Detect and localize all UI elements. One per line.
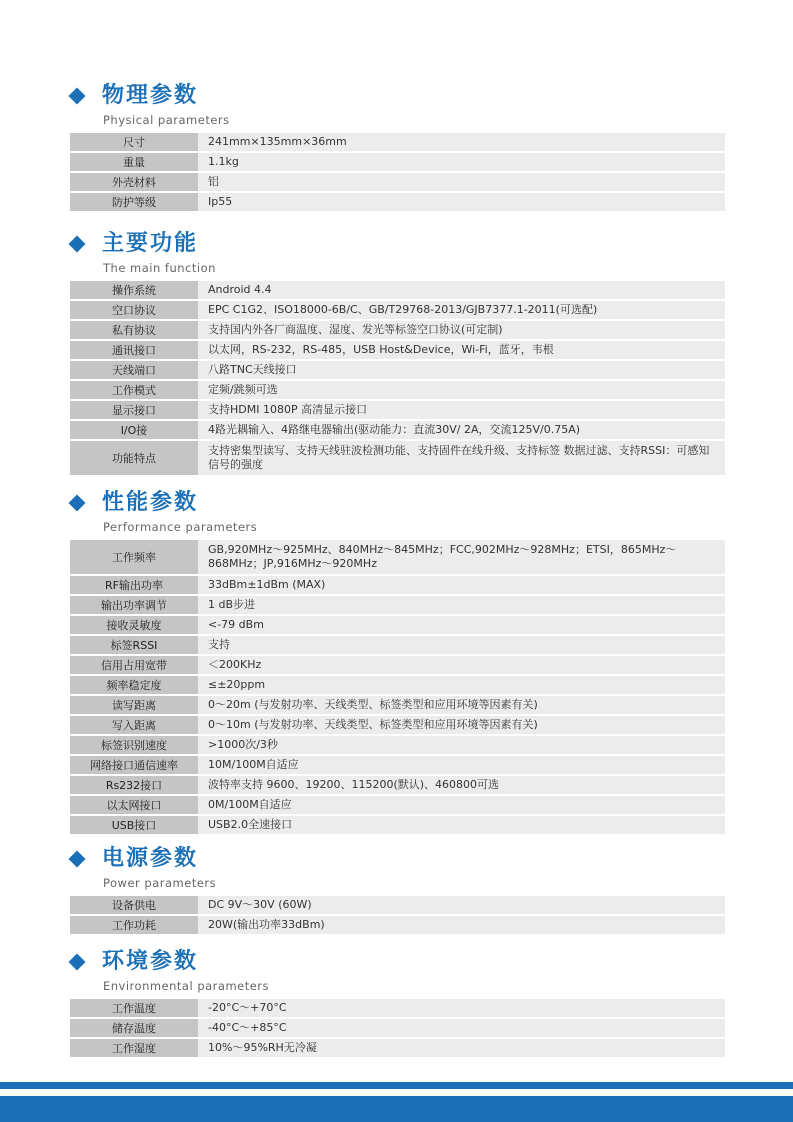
section-power: [0, 844, 793, 932]
row-label: 工作湿度: [70, 1039, 198, 1057]
table-row: [70, 361, 725, 379]
row-label: 私有协议: [70, 321, 198, 339]
row-value: 0～20m (与发射功率、天线类型、标签类型和应用环境等因素有关): [208, 698, 538, 711]
row-value: 1 dB步进: [208, 598, 256, 611]
table-row: [70, 636, 725, 654]
row-value: 10M/100M自适应: [208, 758, 299, 771]
section-title: 性能参数: [102, 490, 199, 515]
section-function: [0, 229, 793, 471]
table-row: [70, 896, 725, 914]
row-label: RF输出功率: [70, 576, 198, 594]
row-value: 0M/100M自适应: [208, 798, 292, 811]
row-label: 读写距离: [70, 696, 198, 714]
section-physical: [0, 81, 793, 209]
table-row: [70, 421, 725, 439]
diamond-bullet-icon: [69, 495, 86, 512]
table-row: [70, 341, 725, 359]
section-subtitle: Physical parameters: [103, 113, 230, 127]
row-label: 写入距离: [70, 716, 198, 734]
table-row: [70, 540, 725, 574]
row-label: 外壳材料: [70, 173, 198, 191]
row-label: 储存温度: [70, 1019, 198, 1037]
table-row: [70, 173, 725, 191]
diamond-bullet-icon: [69, 236, 86, 253]
table-row: [70, 321, 725, 339]
row-value: 1.1kg: [208, 155, 239, 168]
section-title: 环境参数: [102, 949, 199, 974]
table-row: [70, 193, 725, 211]
row-label: 重量: [70, 153, 198, 171]
section-subtitle: Performance parameters: [103, 520, 258, 534]
row-value: Ip55: [208, 195, 233, 208]
section-title: 主要功能: [102, 231, 199, 256]
section-performance: [0, 488, 793, 832]
table-row: [70, 999, 725, 1017]
section-header: [0, 229, 793, 277]
table-row: [70, 796, 725, 814]
row-label: 操作系统: [70, 281, 198, 299]
row-label: 通讯接口: [70, 341, 198, 359]
row-label: 以太网接口: [70, 796, 198, 814]
section-environment: [0, 947, 793, 1055]
row-value: 支持: [208, 638, 230, 651]
table-row: [70, 656, 725, 674]
row-value: -20°C～+70°C: [208, 1001, 287, 1014]
row-label: 频率稳定度: [70, 676, 198, 694]
table-row: [70, 916, 725, 934]
diamond-bullet-icon: [69, 954, 86, 971]
row-value: 支持HDMI 1080P 高清显示接口: [208, 403, 368, 416]
row-value: ≤±20ppm: [208, 678, 266, 691]
row-label: 功能特点: [70, 441, 198, 475]
row-value: 以太网，RS-232，RS-485，USB Host&Device，Wi-Fi，蓝牙，韦根: [208, 343, 554, 356]
section-title: 物理参数: [102, 83, 199, 108]
row-value: -40°C～+85°C: [208, 1021, 287, 1034]
section-subtitle: The main function: [103, 261, 216, 275]
section-subtitle: Power parameters: [103, 876, 217, 890]
row-value: 波特率支持 9600、19200、115200(默认)、460800可选: [208, 778, 500, 791]
section-header: [0, 488, 793, 536]
row-label: 设备供电: [70, 896, 198, 914]
table-row: [70, 1019, 725, 1037]
environment-table: [70, 999, 725, 1057]
section-header: [0, 947, 793, 995]
row-value: 20W(输出功率33dBm): [208, 918, 325, 931]
table-row: [70, 736, 725, 754]
section-header: [0, 81, 793, 129]
performance-table: [70, 540, 725, 834]
row-label: 天线端口: [70, 361, 198, 379]
row-label: 显示接口: [70, 401, 198, 419]
row-value: 铝: [208, 175, 219, 188]
physical-table: [70, 133, 725, 211]
row-value: 定频/跳频可选: [208, 383, 278, 396]
table-row: [70, 441, 725, 475]
table-row: [70, 816, 725, 834]
row-label: 工作模式: [70, 381, 198, 399]
row-value: 0～10m (与发射功率、天线类型、标签类型和应用环境等因素有关): [208, 718, 538, 731]
table-row: [70, 1039, 725, 1057]
footer-stripe: [0, 1082, 793, 1089]
table-row: [70, 133, 725, 151]
table-row: [70, 381, 725, 399]
diamond-bullet-icon: [69, 88, 86, 105]
row-value: 支持密集型读写、支持天线驻波检测功能、支持固件在线升级、支持标签 数据过滤、支持RSSI：可感知信号的强度: [208, 444, 710, 471]
table-row: [70, 281, 725, 299]
diamond-bullet-icon: [69, 851, 86, 868]
row-label: 尺寸: [70, 133, 198, 151]
table-row: [70, 676, 725, 694]
row-value: <-79 dBm: [208, 618, 264, 631]
table-row: [70, 401, 725, 419]
row-label: 防护等级: [70, 193, 198, 211]
table-row: [70, 696, 725, 714]
row-label: 信用占用宽带: [70, 656, 198, 674]
section-header: [0, 844, 793, 892]
row-value: 八路TNC天线接口: [208, 363, 297, 376]
row-label: Rs232接口: [70, 776, 198, 794]
row-label: 工作温度: [70, 999, 198, 1017]
power-table: [70, 896, 725, 934]
function-table: [70, 281, 725, 475]
row-value: 33dBm±1dBm (MAX): [208, 578, 326, 591]
row-label: 空口协议: [70, 301, 198, 319]
table-row: [70, 301, 725, 319]
row-label: I/O接: [70, 421, 198, 439]
row-value: 4路光耦输入、4路继电器输出(驱动能力：直流30V/ 2A，交流125V/0.75A): [208, 423, 581, 436]
table-row: [70, 716, 725, 734]
row-value: DC 9V～30V (60W): [208, 898, 312, 911]
table-row: [70, 776, 725, 794]
row-value: ＜200KHz: [208, 658, 262, 671]
table-row: [70, 576, 725, 594]
row-label: 输出功率调节: [70, 596, 198, 614]
row-value: EPC C1G2、ISO18000-6B/C、GB/T29768-2013/GJB7377.1-2011(可选配): [208, 303, 598, 316]
table-row: [70, 596, 725, 614]
row-value: Android 4.4: [208, 283, 272, 296]
row-value: 支持国内外各厂商温度、湿度、发光等标签空口协议(可定制): [208, 323, 503, 336]
footer-bar: [0, 1096, 793, 1122]
row-label: 工作功耗: [70, 916, 198, 934]
row-label: 标签识别速度: [70, 736, 198, 754]
row-label: 接收灵敏度: [70, 616, 198, 634]
table-row: [70, 756, 725, 774]
row-label: 标签RSSI: [70, 636, 198, 654]
row-label: 工作频率: [70, 540, 198, 574]
section-subtitle: Environmental parameters: [103, 979, 270, 993]
row-value: USB2.0全速接口: [208, 818, 293, 831]
row-label: USB接口: [70, 816, 198, 834]
table-row: [70, 616, 725, 634]
row-value: 10%～95%RH无冷凝: [208, 1041, 317, 1054]
table-row: [70, 153, 725, 171]
row-value: 241mm×135mm×36mm: [208, 135, 347, 148]
row-label: 网络接口通信速率: [70, 756, 198, 774]
row-value: GB,920MHz～925MHz、840MHz～845MHz；FCC,902MHz～928MHz；ETSI，865MHz～868MHz；JP,916MHz～920MHz: [208, 543, 677, 570]
row-value: >1000次/3秒: [208, 738, 278, 751]
section-title: 电源参数: [102, 846, 199, 871]
